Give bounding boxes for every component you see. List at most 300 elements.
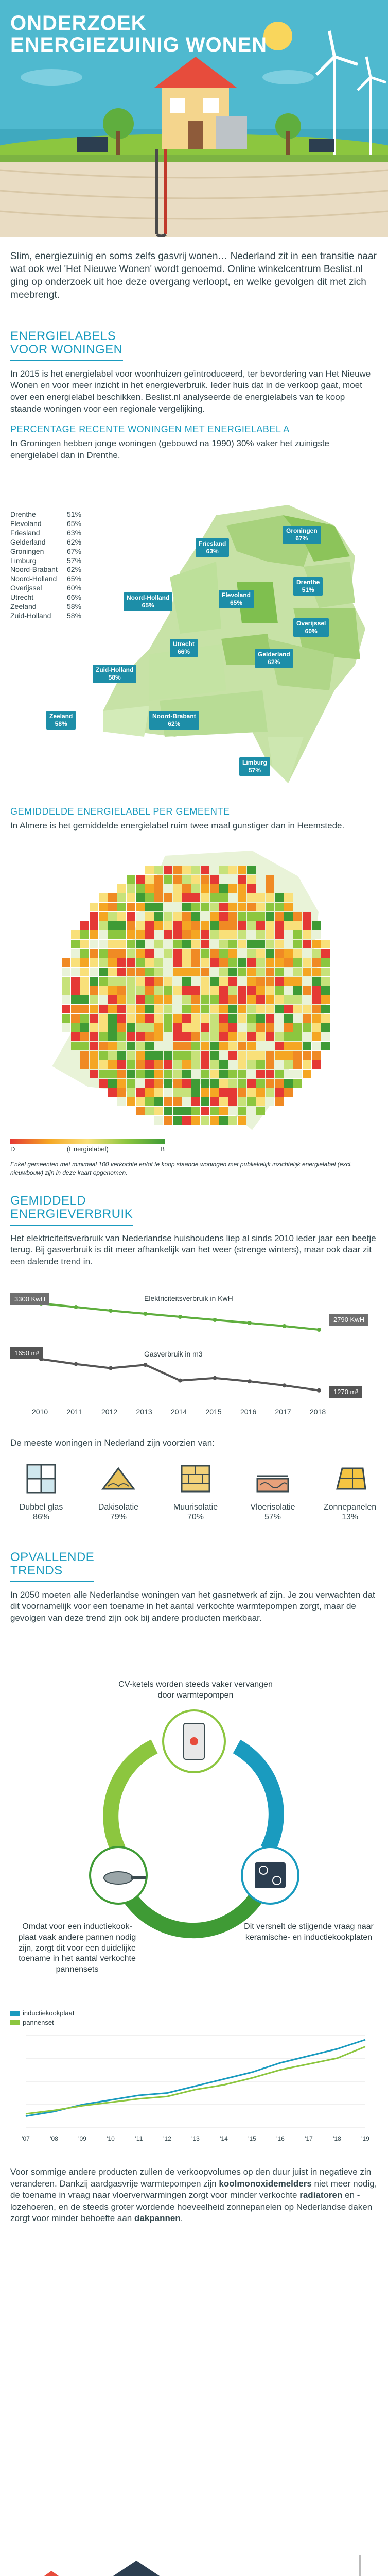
municipality-cell <box>90 968 98 976</box>
municipality-cell <box>191 903 200 911</box>
municipality-cell <box>210 1088 219 1097</box>
hero-title <box>10 12 267 56</box>
municipality-cell <box>238 866 246 874</box>
municipality-cell <box>108 893 117 902</box>
municipality-cell <box>256 875 265 884</box>
municipality-cell <box>312 986 321 995</box>
usage-heading-line1: GEMIDDELD <box>10 1194 86 1208</box>
municipality-cell <box>108 1032 117 1041</box>
municipality-cell <box>284 940 293 948</box>
municipality-cell <box>303 958 311 967</box>
municipality-cell <box>164 977 172 986</box>
municipality-cell <box>90 940 98 948</box>
municipality-cell <box>256 1097 265 1106</box>
municipality-cell <box>275 912 284 921</box>
elec-point <box>213 1318 217 1322</box>
municipality-cell <box>201 1107 209 1115</box>
municipality-cell <box>191 1014 200 1023</box>
municipality-cell <box>238 1051 246 1060</box>
municipality-cell <box>182 986 191 995</box>
municipality-cell <box>238 1023 246 1032</box>
municipality-cell <box>136 995 145 1004</box>
municipality-cell <box>164 1070 172 1078</box>
municipality-cell <box>164 1097 172 1106</box>
municipality-cell <box>321 968 330 976</box>
municipality-cell <box>201 921 209 930</box>
municipality-cell <box>191 986 200 995</box>
municipality-cell <box>136 986 145 995</box>
municipality-cell <box>219 1060 228 1069</box>
municipality-cell <box>127 940 135 948</box>
municipality-cell <box>284 1088 293 1097</box>
municipality-cell <box>312 995 321 1004</box>
municipality-cell <box>99 912 108 921</box>
municipality-cell <box>136 884 145 893</box>
gas-chart-label: Gasverbruik in m3 <box>144 1350 203 1358</box>
municipality-cell <box>312 977 321 986</box>
municipality-cell <box>127 930 135 939</box>
municipality-cell <box>256 968 265 976</box>
municipality-cell <box>90 1042 98 1050</box>
municipality-cell <box>145 1005 154 1013</box>
municipality-cell <box>117 1097 126 1106</box>
solar-panel-icon <box>332 1461 368 1497</box>
pannenset-line <box>26 2047 365 2114</box>
legend-inductie: inductiekookplaat <box>23 2009 75 2017</box>
municipality-cell <box>108 930 117 939</box>
municipality-cell <box>164 1005 172 1013</box>
municipality-cell <box>303 940 311 948</box>
municipality-cell <box>145 1042 154 1050</box>
legend-left: D <box>10 1145 15 1153</box>
map-label-flevoland: Flevoland 65% <box>219 590 254 608</box>
municipality-cell <box>164 903 172 911</box>
municipality-cell <box>228 930 237 939</box>
municipality-cell <box>145 1107 154 1115</box>
municipality-cell <box>136 1023 145 1032</box>
municipality-cell <box>80 930 89 939</box>
municipality-cell <box>238 958 246 967</box>
municipality-cell <box>228 1032 237 1041</box>
municipality-cell <box>284 903 293 911</box>
municipality-cell <box>191 1107 200 1115</box>
municipality-cell <box>99 903 108 911</box>
municipality-cell <box>293 949 302 958</box>
municipality-cell <box>321 1023 330 1032</box>
province-row: Overijssel 60% <box>10 584 82 592</box>
municipality-cell <box>191 1097 200 1106</box>
municipality-cell <box>266 986 274 995</box>
usage-heading-line2: ENERGIEVERBRUIK <box>10 1207 133 1222</box>
municipality-cell <box>228 968 237 976</box>
municipality-cell <box>191 995 200 1004</box>
municipality-cell <box>145 1051 154 1060</box>
municipality-cell <box>247 1042 256 1050</box>
municipality-cell <box>154 1070 163 1078</box>
municipality-cell <box>127 1088 135 1097</box>
municipality-cell <box>154 930 163 939</box>
municipality-cell <box>173 1079 182 1088</box>
municipality-cell <box>154 968 163 976</box>
municipality-cell <box>108 1051 117 1060</box>
municipality-cell <box>275 1042 284 1050</box>
municipality-cell <box>201 1060 209 1069</box>
municipality-cell <box>164 1116 172 1125</box>
municipality-cell <box>164 1088 172 1097</box>
municipality-cell <box>127 949 135 958</box>
municipality-cell <box>80 1023 89 1032</box>
municipality-cell <box>238 1088 246 1097</box>
footer-illustration <box>0 2267 388 2576</box>
cycle-left-text: Omdat voor een inductiekook-plaat vaak andere pannen nodig zijn, zorgt dit voor een duidelijke toename in het aantal verkochte pannensets <box>18 1922 136 1974</box>
municipality-cell <box>321 977 330 986</box>
municipality-cell <box>210 1023 219 1032</box>
municipality-cell <box>284 1079 293 1088</box>
municipality-cell <box>90 1032 98 1041</box>
municipality-cell <box>293 921 302 930</box>
municipality-cell <box>219 912 228 921</box>
map-label-noord-brabant: Noord-Brabant 62% <box>149 711 199 730</box>
municipality-cell <box>293 1005 302 1013</box>
municipality-cell <box>256 1060 265 1069</box>
year-label: 2014 <box>171 1408 187 1416</box>
municipality-cell <box>247 1023 256 1032</box>
municipality-cell <box>303 930 311 939</box>
municipality-cell <box>154 866 163 874</box>
municipality-cell <box>321 958 330 967</box>
municipality-cell <box>127 958 135 967</box>
municipality-cell <box>275 949 284 958</box>
municipality-cell <box>182 903 191 911</box>
municipality-cell <box>312 921 321 930</box>
municipality-cell <box>210 893 219 902</box>
gas-end-chip: 1270 m³ <box>329 1386 362 1398</box>
municipality-cell <box>210 940 219 948</box>
municipality-cell <box>312 1032 321 1041</box>
municipality-cell <box>117 1088 126 1097</box>
municipality-cell <box>191 875 200 884</box>
municipality-cell <box>210 1097 219 1106</box>
municipality-cell <box>136 1005 145 1013</box>
municipality-cell <box>182 1097 191 1106</box>
municipality-cell <box>284 958 293 967</box>
municipality-cell <box>182 875 191 884</box>
municipality-cell <box>293 940 302 948</box>
municipality-cell <box>191 930 200 939</box>
municipality-cell <box>293 1051 302 1060</box>
municipality-cell <box>99 949 108 958</box>
province-row: Friesland 63% <box>10 528 82 537</box>
municipality-cell <box>164 958 172 967</box>
usage-heading <box>10 1194 133 1226</box>
elec-end-chip: 2790 KwH <box>329 1314 368 1326</box>
province-row: Zeeland 58% <box>10 602 82 611</box>
municipality-cell <box>182 1079 191 1088</box>
municipality-cell <box>80 1051 89 1060</box>
municipality-cell <box>275 1060 284 1069</box>
municipality-cell <box>145 995 154 1004</box>
municipality-cell <box>108 940 117 948</box>
municipality-cell <box>210 930 219 939</box>
municipality-cell <box>108 1060 117 1069</box>
municipality-cell <box>256 893 265 902</box>
municipal-legend <box>10 1139 165 1153</box>
labels-subheading: PERCENTAGE RECENTE WONINGEN MET ENERGIELABEL A <box>10 424 290 435</box>
municipality-cell <box>191 1051 200 1060</box>
municipality-cell <box>90 958 98 967</box>
municipality-cell <box>201 995 209 1004</box>
municipality-cell <box>219 1014 228 1023</box>
municipality-cell <box>154 1032 163 1041</box>
trends-chart <box>10 2009 378 2148</box>
municipality-cell <box>266 1079 274 1088</box>
municipality-cell <box>219 1079 228 1088</box>
year-tick: '11 <box>135 2135 143 2142</box>
municipality-cell <box>154 921 163 930</box>
municipality-cell <box>247 930 256 939</box>
municipality-cell <box>154 1051 163 1060</box>
municipality-cell <box>275 893 284 902</box>
municipality-cell <box>127 893 135 902</box>
municipality-cell <box>99 1060 108 1069</box>
municipality-cell <box>90 912 98 921</box>
insulation-item: Dubbel glas 86% <box>5 1461 77 1522</box>
municipality-cell <box>219 930 228 939</box>
municipality-cell <box>182 1014 191 1023</box>
year-tick: '16 <box>276 2135 285 2142</box>
municipality-cell <box>201 958 209 967</box>
municipality-cell <box>145 912 154 921</box>
municipality-cell <box>321 1005 330 1013</box>
municipality-cell <box>266 1060 274 1069</box>
province-row: Groningen 67% <box>10 547 82 555</box>
municipality-cell <box>145 986 154 995</box>
year-tick: '08 <box>50 2135 58 2142</box>
municipality-cell <box>90 995 98 1004</box>
municipality-cell <box>99 1051 108 1060</box>
municipality-cell <box>293 1014 302 1023</box>
municipality-cell <box>275 1014 284 1023</box>
legend-mid: (Energielabel) <box>66 1145 109 1153</box>
municipality-cell <box>201 875 209 884</box>
municipality-cell <box>219 866 228 874</box>
municipality-cell <box>108 1079 117 1088</box>
municipality-cell <box>99 930 108 939</box>
labels-subtext: In Groningen hebben jonge woningen (gebouwd na 1990) 30% vaker het zuinigste energielabel dan in Drenthe. <box>10 438 330 460</box>
municipality-cell <box>80 940 89 948</box>
municipality-cell <box>256 1005 265 1013</box>
municipality-cell <box>99 958 108 967</box>
municipality-cell <box>164 1079 172 1088</box>
municipality-cell <box>117 893 126 902</box>
municipality-cell <box>201 884 209 893</box>
municipality-cell <box>90 1060 98 1069</box>
municipality-cell <box>293 930 302 939</box>
municipality-cell <box>182 912 191 921</box>
elec-point <box>283 1324 287 1328</box>
year-tick: '09 <box>78 2135 86 2142</box>
municipality-cell <box>247 875 256 884</box>
gas-point <box>317 1388 321 1393</box>
municipality-cell <box>284 1032 293 1041</box>
municipality-cell <box>99 1070 108 1078</box>
municipality-cell <box>201 1032 209 1041</box>
municipality-cell <box>219 903 228 911</box>
municipality-cell <box>117 977 126 986</box>
province-row: Utrecht 66% <box>10 593 82 602</box>
municipality-cell <box>164 1042 172 1050</box>
municipality-cell <box>266 958 274 967</box>
municipality-cell <box>108 1023 117 1032</box>
municipality-cell <box>127 1042 135 1050</box>
municipality-cell <box>201 912 209 921</box>
municipality-cell <box>127 1060 135 1069</box>
municipality-cell <box>312 968 321 976</box>
municipality-cell <box>136 977 145 986</box>
insulation-item: Muurisolatie 70% <box>160 1461 232 1522</box>
insulation-item: Zonnepanelen 13% <box>314 1461 386 1522</box>
municipality-cell <box>108 1070 117 1078</box>
municipality-cell <box>136 958 145 967</box>
municipality-cell <box>62 968 70 976</box>
municipality-cell <box>247 949 256 958</box>
municipality-cell <box>62 1005 70 1013</box>
municipality-cell <box>191 1070 200 1078</box>
municipality-cell <box>145 1060 154 1069</box>
municipality-cell <box>266 1097 274 1106</box>
municipality-cell <box>247 903 256 911</box>
municipality-cell <box>136 1088 145 1097</box>
municipality-cell <box>80 1060 89 1069</box>
municipality-cell <box>80 949 89 958</box>
municipality-cell <box>164 1023 172 1032</box>
municipality-cell <box>164 968 172 976</box>
intro-text: Slim, energiezuinig en soms zelfs gasvrij wonen… Nederland zit in een transitie naar wat ook wel 'Het Nieuwe Wonen' wordt genoemd. Online winkelcentrum Beslist.nl ging op onderzoek uit hoe deze overgang verloopt, en welke gevolgen dit met zich meebrengt. <box>10 251 377 301</box>
municipality-cell <box>219 1032 228 1041</box>
municipality-cell <box>312 958 321 967</box>
municipality-cell <box>154 986 163 995</box>
municipality-cell <box>201 1042 209 1050</box>
municipality-cell <box>136 1107 145 1115</box>
elec-start-chip: 3300 KwH <box>10 1293 49 1305</box>
municipality-cell <box>219 893 228 902</box>
municipality-cell <box>182 977 191 986</box>
municipality-cell <box>201 930 209 939</box>
municipality-cell <box>266 995 274 1004</box>
municipality-cell <box>154 893 163 902</box>
municipality-cell <box>80 1032 89 1041</box>
municipality-cell <box>238 1060 246 1069</box>
municipality-cell <box>201 968 209 976</box>
municipality-cell <box>182 1107 191 1115</box>
municipality-cell <box>210 1042 219 1050</box>
municipality-cell <box>275 986 284 995</box>
municipality-cell <box>303 1014 311 1023</box>
municipality-cell <box>266 977 274 986</box>
municipality-cell <box>71 949 80 958</box>
year-tick: '07 <box>22 2135 30 2142</box>
year-label: 2018 <box>310 1408 326 1416</box>
municipality-cell <box>136 921 145 930</box>
municipality-cell <box>275 1079 284 1088</box>
municipality-cell <box>238 1070 246 1078</box>
municipality-cell <box>210 884 219 893</box>
municipality-cell <box>293 1070 302 1078</box>
municipality-cell <box>256 940 265 948</box>
municipality-cell <box>117 968 126 976</box>
municipality-cell <box>312 1042 321 1050</box>
trends-text: In 2050 moeten alle Nederlandse woningen van het gasnetwerk af zijn. Je zou verwachten dat dit voornamelijk voor een toename in het aantal verkochte warmtepompen zorgt, maar de gevolgen van deze trend zijn ook bij andere producten merkbaar. <box>10 1589 375 1623</box>
municipality-cell <box>99 921 108 930</box>
municipality-cell <box>90 1070 98 1078</box>
municipality-cell <box>90 977 98 986</box>
municipality-cell <box>117 912 126 921</box>
municipality-cell <box>256 1014 265 1023</box>
labels-text: In 2015 is het energielabel voor woonhuizen geïntroduceerd, ter bevordering van Het Nieuwe Wonen en voor meer inzicht in het energieverbruik. Ieder huis dat in de verkoop gaat, moet over een energielabel beschikken. Beslist.nl analyseerde de energielabels van te koop staande woningen voor een regionale vergelijking. <box>10 368 371 414</box>
municipality-cell <box>247 1107 256 1115</box>
municipality-cell <box>136 949 145 958</box>
municipality-cell <box>71 958 80 967</box>
municipality-cell <box>90 949 98 958</box>
municipality-cell <box>256 930 265 939</box>
municipality-cell <box>62 958 70 967</box>
municipality-cell <box>303 1005 311 1013</box>
municipality-cell <box>219 1070 228 1078</box>
municipality-cell <box>173 866 182 874</box>
municipality-cell <box>256 958 265 967</box>
municipal-section <box>10 806 378 832</box>
municipality-cell <box>238 977 246 986</box>
municipality-cell <box>71 930 80 939</box>
municipality-cell <box>266 884 274 893</box>
municipality-cell <box>275 940 284 948</box>
municipality-cell <box>80 1005 89 1013</box>
municipality-cell <box>201 940 209 948</box>
municipality-cell <box>228 1023 237 1032</box>
municipality-cell <box>312 940 321 948</box>
municipality-cell <box>303 977 311 986</box>
municipality-cell <box>228 1107 237 1115</box>
municipality-cell <box>191 1088 200 1097</box>
municipality-cell <box>293 1023 302 1032</box>
labels-heading-line2: VOOR WONINGEN <box>10 343 123 357</box>
municipality-cell <box>154 875 163 884</box>
municipality-cell <box>117 1032 126 1041</box>
municipality-cell <box>210 995 219 1004</box>
municipality-cell <box>173 977 182 986</box>
map-label-utrecht: Utrecht 66% <box>170 639 198 657</box>
municipality-cell <box>108 912 117 921</box>
municipality-cell <box>191 1116 200 1125</box>
municipality-cell <box>256 1051 265 1060</box>
municipality-cell <box>303 968 311 976</box>
municipality-cell <box>256 884 265 893</box>
municipality-cell <box>228 995 237 1004</box>
municipality-cell <box>284 1051 293 1060</box>
municipality-cell <box>210 921 219 930</box>
municipality-cell <box>293 995 302 1004</box>
municipality-cell <box>247 1079 256 1088</box>
municipality-cell <box>210 866 219 874</box>
municipality-cell <box>219 949 228 958</box>
municipality-cell <box>247 1032 256 1041</box>
municipality-cell <box>136 893 145 902</box>
municipality-cell <box>145 930 154 939</box>
municipality-cell <box>136 1097 145 1106</box>
legend-pannenset: pannenset <box>23 2019 54 2026</box>
gas-point <box>283 1383 287 1387</box>
municipality-cell <box>117 940 126 948</box>
